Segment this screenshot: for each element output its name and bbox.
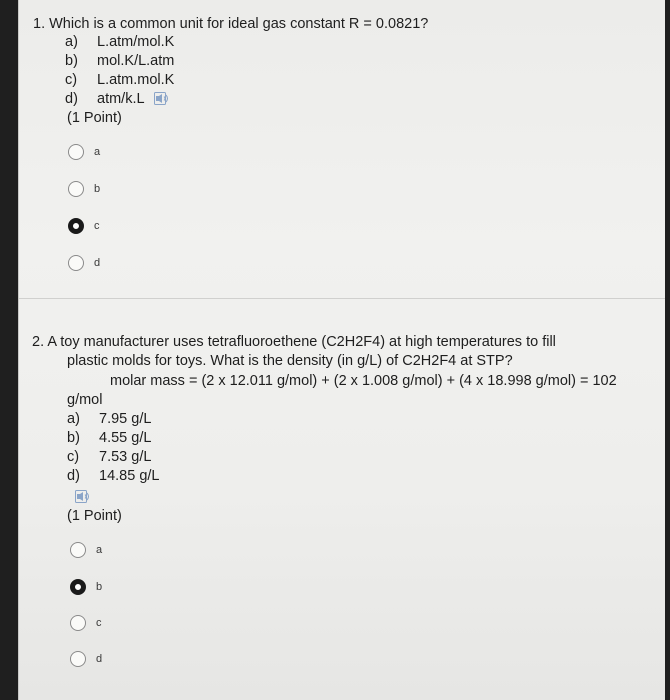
option-text: 7.95 g/L <box>99 411 152 427</box>
question-2-choice-a[interactable] <box>70 542 102 558</box>
radio-button[interactable] <box>70 615 86 631</box>
radio-button-selected[interactable] <box>70 579 86 595</box>
question-1-points: (1 Point) <box>67 110 122 126</box>
radio-button[interactable] <box>68 255 84 271</box>
radio-button[interactable] <box>68 181 84 197</box>
question-2-choice-b[interactable] <box>70 579 102 595</box>
question-1-title <box>33 15 428 33</box>
question-2-points: (1 Point) <box>67 508 122 524</box>
option-key: b) <box>67 430 80 446</box>
question-2-choice-d[interactable] <box>70 651 102 667</box>
option-text: atm/k.L <box>97 91 145 107</box>
question-1-choice-a[interactable] <box>68 144 100 160</box>
question-1-number: 1. <box>33 16 46 32</box>
question-1-option-c <box>65 71 174 89</box>
question-2-text-line-3: molar mass = (2 x 12.011 g/mol) + (2 x 1.008 g/mol) + (4 x 18.998 g/mol) = 102 <box>110 373 617 389</box>
speaker-icon[interactable] <box>154 92 171 106</box>
question-2-option-c <box>67 448 151 466</box>
choice-label: c <box>96 617 102 629</box>
question-2-number: 2. <box>32 334 45 350</box>
question-divider <box>19 298 665 299</box>
radio-button-selected[interactable] <box>68 218 84 234</box>
question-1-option-a <box>65 33 174 51</box>
option-text: 7.53 g/L <box>99 449 152 465</box>
option-key: b) <box>65 53 78 69</box>
choice-label: d <box>94 257 101 269</box>
choice-label: a <box>96 544 103 556</box>
question-1-option-b <box>65 52 174 70</box>
question-2-title <box>32 333 556 351</box>
question-1-choice-d[interactable] <box>68 255 100 271</box>
choice-label: b <box>96 581 103 593</box>
option-text: 4.55 g/L <box>99 430 152 446</box>
option-key: c) <box>67 449 80 465</box>
option-key: d) <box>65 91 78 107</box>
question-2-choice-c[interactable] <box>70 615 102 631</box>
question-2-text-line-1: A toy manufacturer uses tetrafluoroethene (C2H2F4) at high temperatures to fill <box>47 334 556 350</box>
option-text: 14.85 g/L <box>99 468 160 484</box>
question-2-option-d <box>67 467 159 485</box>
choice-label: a <box>94 146 101 158</box>
question-1-text: Which is a common unit for ideal gas constant R = 0.0821? <box>49 16 429 32</box>
question-2-text-line-2: plastic molds for toys. What is the density (in g/L) of C2H2F4 at STP? <box>67 353 513 369</box>
speaker-icon[interactable] <box>75 490 92 504</box>
question-2-option-a <box>67 410 151 428</box>
option-text: L.atm.mol.K <box>97 72 175 88</box>
option-key: d) <box>67 468 80 484</box>
choice-label: b <box>94 183 101 195</box>
question-1-option-d <box>65 90 171 108</box>
form-page <box>18 0 665 700</box>
option-key: c) <box>65 72 78 88</box>
radio-button[interactable] <box>70 542 86 558</box>
radio-button[interactable] <box>68 144 84 160</box>
option-text: mol.K/L.atm <box>97 53 175 69</box>
option-key: a) <box>65 34 78 50</box>
option-text: L.atm/mol.K <box>97 34 175 50</box>
question-1-choice-c[interactable] <box>68 218 100 234</box>
question-1-choice-b[interactable] <box>68 181 100 197</box>
question-2-option-b <box>67 429 151 447</box>
option-key: a) <box>67 411 80 427</box>
radio-button[interactable] <box>70 651 86 667</box>
question-2-text-line-4: g/mol <box>67 392 103 408</box>
choice-label: d <box>96 653 103 665</box>
choice-label: c <box>94 220 100 232</box>
